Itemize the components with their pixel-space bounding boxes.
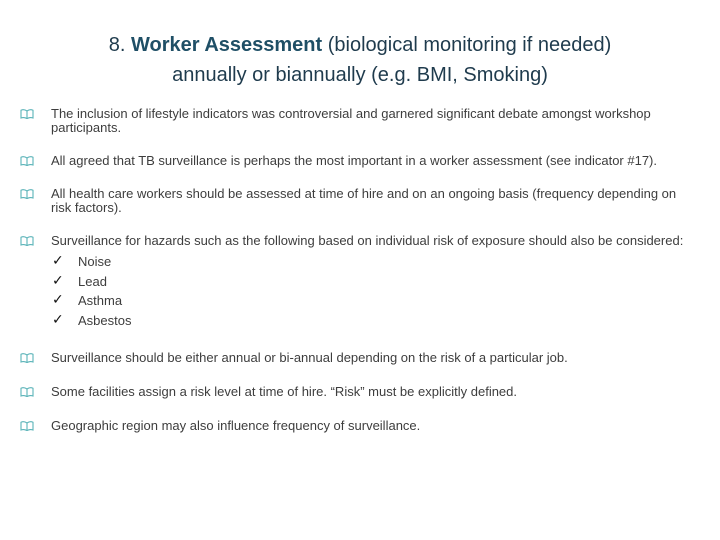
hazard-label: Asbestos xyxy=(78,312,132,328)
book-icon xyxy=(20,236,34,246)
bullet-text: Surveillance should be either annual or bi-annual depending on the risk of a particular job. xyxy=(51,350,568,365)
check-icon: ✓ xyxy=(52,253,64,269)
bullet-text: The inclusion of lifestyle indicators was controversial and garnered significant debate amongst workshop participants. xyxy=(51,106,651,135)
bullet-item xyxy=(18,107,690,135)
bullet-text: All health care workers should be assessed at time of hire and on an ongoing basis (frequency depending on risk factors). xyxy=(51,186,677,215)
bullet-item xyxy=(18,234,690,330)
check-icon: ✓ xyxy=(52,311,64,328)
bullet-text: Some facilities assign a risk level at time of hire. “Risk” must be explicitly defined. xyxy=(51,384,518,399)
title-rest: (biological monitoring if needed) xyxy=(322,34,612,56)
bullet-item xyxy=(18,187,690,215)
bullet-text: Geographic region may also influence frequency of surveillance. xyxy=(51,418,421,433)
hazard-list xyxy=(51,252,690,330)
bullet-item xyxy=(18,385,690,399)
hazard-item xyxy=(51,291,690,311)
check-icon: ✓ xyxy=(52,272,64,289)
title-prefix: 8. xyxy=(108,34,131,56)
hazard-item xyxy=(51,272,690,292)
hazard-item xyxy=(51,311,690,331)
check-icon: ✓ xyxy=(52,292,64,308)
book-icon xyxy=(20,156,34,166)
bullet-item xyxy=(18,351,690,365)
book-icon xyxy=(20,421,34,431)
title-bold: Worker Assessment xyxy=(130,34,323,56)
book-icon xyxy=(20,109,34,119)
book-icon xyxy=(20,387,34,397)
hazard-label: Lead xyxy=(78,273,107,289)
bullet-list xyxy=(18,107,690,433)
bullet-item xyxy=(18,154,690,168)
book-icon xyxy=(20,189,34,199)
title-line2: annually or biannually (e.g. BMI, Smoking) xyxy=(172,64,548,86)
bullet-item xyxy=(18,419,690,433)
hazard-label: Asthma xyxy=(78,293,123,308)
bullet-text: All agreed that TB surveillance is perhaps the most important in a worker assessment (see indicator #17). xyxy=(51,153,657,168)
book-icon xyxy=(20,353,34,363)
bullet-text: Surveillance for hazards such as the following based on individual risk of exposure should also be considered: xyxy=(51,233,684,248)
slide-title xyxy=(40,30,680,90)
hazard-item xyxy=(51,252,690,272)
hazard-label: Noise xyxy=(78,254,112,269)
